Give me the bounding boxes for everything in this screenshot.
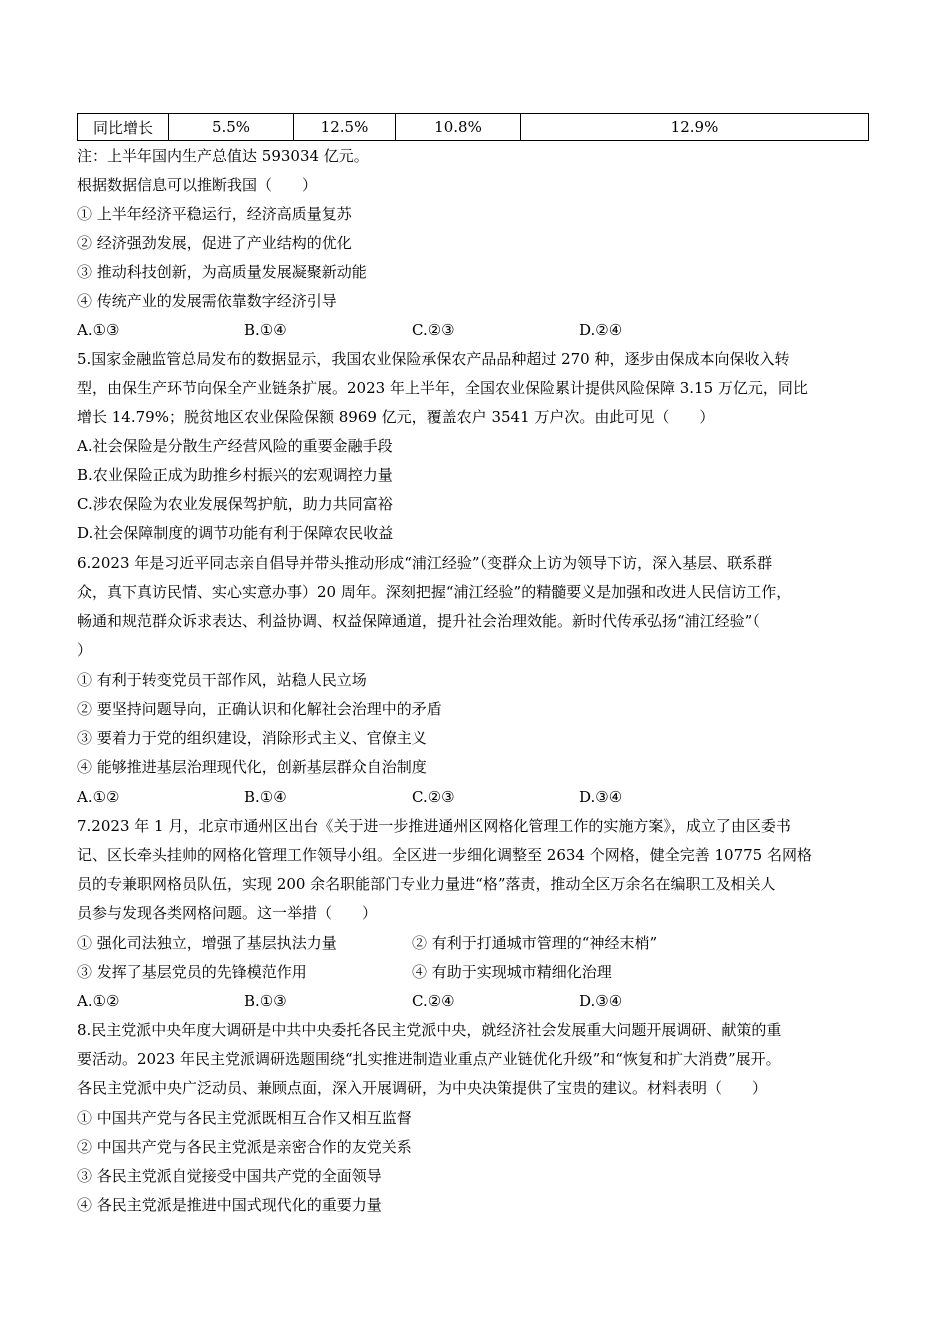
statement-item: ③ 各民主党派自觉接受中国共产党的全面领导 xyxy=(77,1167,382,1185)
table-cell: 12.5% xyxy=(294,114,396,141)
question-stem: 畅通和规范群众诉求表达、利益协调、权益保障通道，提升社会治理效能。新时代传承弘扬“浦江经验”（ xyxy=(77,612,760,630)
answer-option: C.②③ xyxy=(412,321,455,339)
question-stem: ） xyxy=(77,641,93,659)
statement-item: ① 有利于转变党员干部作风，站稳人民立场 xyxy=(77,671,367,689)
question-stem: 要活动。2023 年民主党派调研选题围绕“扎实推进制造业重点产业链优化升级”和“恢复和扩大消费”展开。 xyxy=(77,1050,781,1068)
answer-option: D.社会保障制度的调节功能有利于保障农民收益 xyxy=(77,524,394,542)
question-stem: 6.2023 年是习近平同志亲自倡导并带头推动形成“浦江经验”（变群众上访为领导下访，深入基层、联系群 xyxy=(77,554,773,572)
statement-item: ① 强化司法独立，增强了基层执法力量 xyxy=(77,934,337,952)
statement-item: ② 要坚持问题导向，正确认识和化解社会治理中的矛盾 xyxy=(77,700,442,718)
answer-option: B.①③ xyxy=(244,992,287,1010)
statement-item: ④ 能够推进基层治理现代化，创新基层群众自治制度 xyxy=(77,758,427,776)
statement-item: ③ 发挥了基层党员的先锋模范作用 xyxy=(77,963,307,981)
statement-item: ① 上半年经济平稳运行，经济高质量复苏 xyxy=(77,205,352,223)
table-cell: 5.5% xyxy=(169,114,294,141)
answer-option: A.社会保险是分散生产经营风险的重要金融手段 xyxy=(77,437,393,455)
question-stem: 型，由保生产环节向保全产业链条扩展。2023 年上半年，全国农业保险累计提供风险保障 3.15 万亿元，同比 xyxy=(77,379,808,397)
question-stem: 众，真下真访民情、实心实意办事）20 周年。深刻把握“浦江经验”的精髓要义是加强和改进人民信访工作， xyxy=(77,583,792,601)
statement-item: ② 有利于打通城市管理的“神经末梢” xyxy=(412,934,658,952)
question-stem: 5.国家金融监管总局发布的数据显示，我国农业保险承保农产品品种超过 270 种，逐步由保成本向保收入转 xyxy=(77,350,790,368)
table-cell: 12.9% xyxy=(521,114,869,141)
statement-item: ④ 各民主党派是推进中国式现代化的重要力量 xyxy=(77,1196,382,1214)
answer-option: D.②④ xyxy=(579,321,623,339)
table-note: 注：上半年国内生产总值达 593034 亿元。 xyxy=(77,147,369,165)
statement-item: ② 经济强劲发展，促进了产业结构的优化 xyxy=(77,234,352,252)
answer-option: C.②③ xyxy=(412,788,455,806)
answer-option: D.③④ xyxy=(579,992,623,1010)
question-stem: 员参与发现各类网格问题。这一举措（ ） xyxy=(77,904,378,922)
question-stem: 增长 14.79%；脱贫地区农业保险保额 8969 亿元，覆盖农户 3541 万户次。由此可见（ ） xyxy=(77,408,715,426)
answer-option: D.③④ xyxy=(579,788,623,806)
statement-item: ② 中国共产党与各民主党派是亲密合作的友党关系 xyxy=(77,1138,412,1156)
statement-item: ④ 传统产业的发展需依靠数字经济引导 xyxy=(77,292,337,310)
answer-option: A.①② xyxy=(77,992,120,1010)
answer-option: B.农业保险正成为助推乡村振兴的宏观调控力量 xyxy=(77,466,393,484)
statement-item: ③ 要着力于党的组织建设，消除形式主义、官僚主义 xyxy=(77,729,427,747)
question-stem: 各民主党派中央广泛动员、兼顾点面，深入开展调研，为中央决策提供了宝贵的建议。材料表明（ ） xyxy=(77,1079,768,1097)
table-cell: 10.8% xyxy=(396,114,521,141)
growth-table xyxy=(77,113,869,141)
question-stem: 8.民主党派中央年度大调研是中共中央委托各民主党派中央，就经济社会发展重大问题开展调研、献策的重 xyxy=(77,1021,782,1039)
question-stem: 记、区长牵头挂帅的网格化管理工作领导小组。全区进一步细化调整至 2634 个网格，健全完善 10775 名网格 xyxy=(77,846,812,864)
question-stem: 员的专兼职网格员队伍，实现 200 余名职能部门专业力量进“格”落责，推动全区万余名在编职工及相关人 xyxy=(77,875,776,893)
statement-item: ④ 有助于实现城市精细化治理 xyxy=(412,963,612,981)
question-stem: 根据数据信息可以推断我国（ ） xyxy=(77,176,318,194)
answer-option: A.①② xyxy=(77,788,120,806)
table-row-label: 同比增长 xyxy=(78,114,169,141)
table-row xyxy=(78,114,869,141)
answer-option: A.①③ xyxy=(77,321,120,339)
statement-item: ① 中国共产党与各民主党派既相互合作又相互监督 xyxy=(77,1109,412,1127)
question-stem: 7.2023 年 1 月，北京市通州区出台《关于进一步推进通州区网格化管理工作的实施方案》，成立了由区委书 xyxy=(77,817,791,835)
statement-item: ③ 推动科技创新，为高质量发展凝聚新动能 xyxy=(77,263,367,281)
answer-option: B.①④ xyxy=(244,788,287,806)
answer-option: B.①④ xyxy=(244,321,287,339)
answer-option: C.②④ xyxy=(412,992,455,1010)
answer-option: C.涉农保险为农业发展保驾护航，助力共同富裕 xyxy=(77,495,393,513)
